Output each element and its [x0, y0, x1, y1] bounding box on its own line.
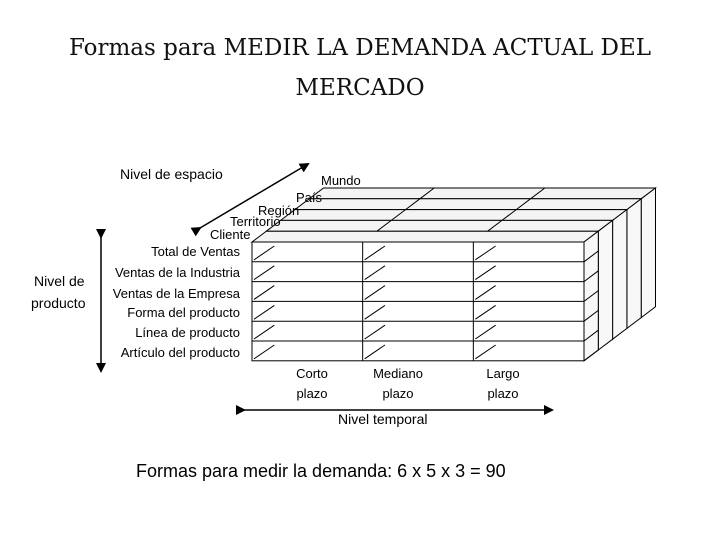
space-layer-1 [252, 231, 598, 361]
space-level-region: Región [258, 203, 300, 218]
product-level-ventas-empresa: Ventas de la Empresa [112, 286, 240, 301]
title-line-2: MERCADO [295, 75, 425, 101]
space-level-cliente: Cliente [210, 227, 251, 242]
product-level-articulo: Artículo del producto [120, 345, 240, 360]
space-level-mundo: Mundo [321, 173, 361, 188]
time-period-mediano-line1: Mediano [373, 366, 423, 381]
product-level-linea: Línea de producto [135, 325, 240, 340]
space-level-territorio: Territorio [230, 214, 281, 229]
product-axis-label-line1: Nivel de [34, 273, 85, 289]
time-period-largo [478, 364, 528, 404]
time-period-corto [289, 364, 335, 404]
demand-formula: Formas para medir la demanda: 6 x 5 x 3 = 90 [136, 461, 506, 481]
product-level-total-ventas: Total de Ventas [151, 244, 240, 259]
time-period-corto-line1: Corto [296, 366, 328, 381]
cube-grid [252, 188, 656, 361]
product-level-forma: Forma del producto [127, 305, 240, 320]
time-period-mediano-line2: plazo [382, 386, 414, 401]
product-level-ventas-industria: Ventas de la Industria [114, 265, 240, 280]
time-period-largo-line1: Largo [486, 366, 520, 381]
title-line-1: Formas para MEDIR LA DEMANDA ACTUAL DEL [68, 35, 652, 61]
product-axis-label-line2: producto [31, 295, 86, 311]
time-period-largo-line2: plazo [487, 386, 519, 401]
space-axis-label: Nivel de espacio [120, 166, 223, 182]
time-period-mediano [363, 364, 433, 404]
time-period-corto-line2: plazo [296, 386, 328, 401]
time-axis-label: Nivel temporal [338, 411, 428, 427]
space-level-pais: País [296, 190, 323, 205]
